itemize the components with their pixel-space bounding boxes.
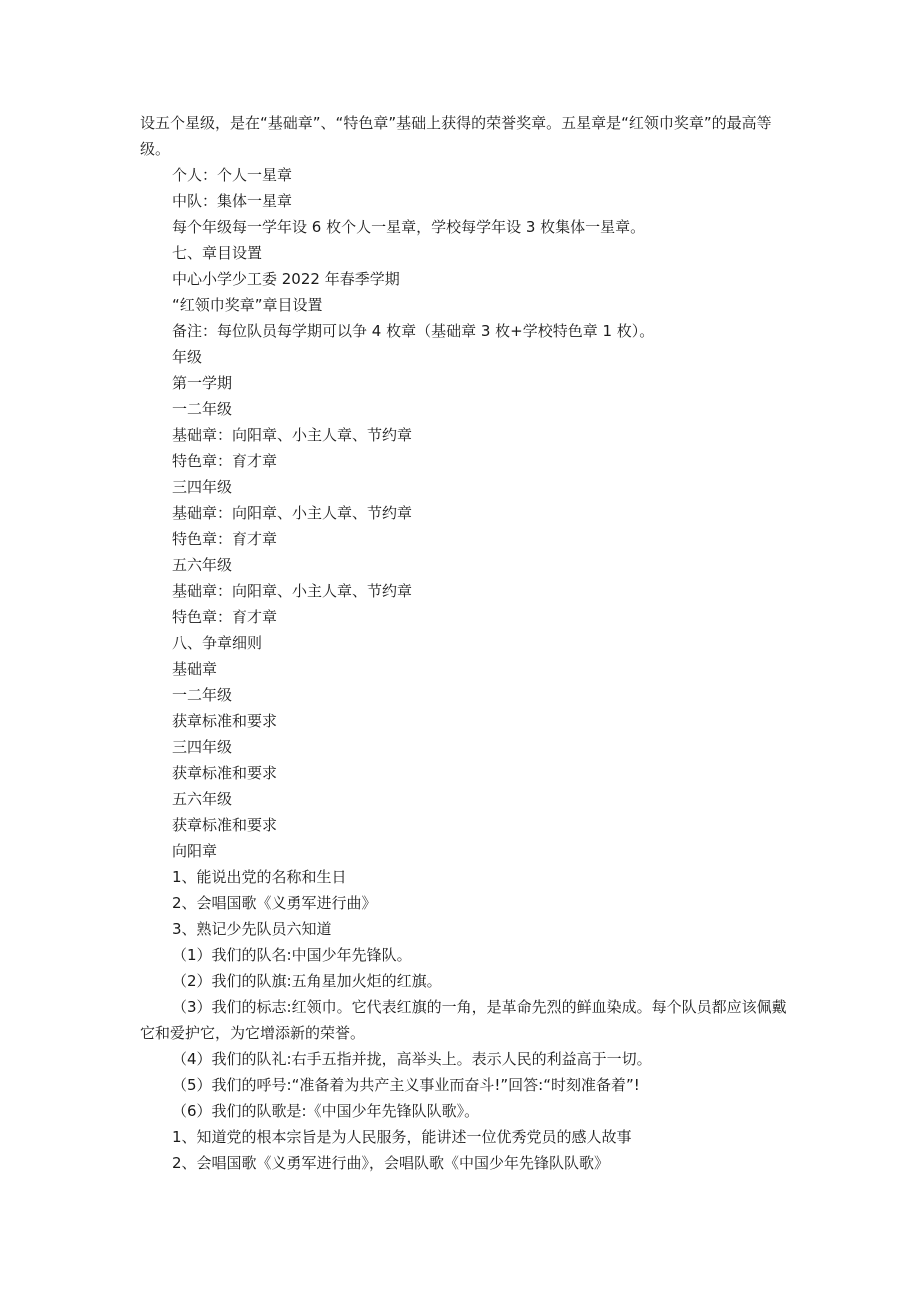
list-item: （1）我们的队名:中国少年先锋队。: [172, 946, 412, 964]
paragraph: 中心小学少工委 2022 年春季学期: [172, 270, 400, 288]
list-item: （4）我们的队礼:右手五指并拢，高举头上。表示人民的利益高于一切。: [172, 1050, 652, 1068]
paragraph: 基础章: [172, 660, 218, 678]
paragraph: 五六年级: [172, 790, 233, 808]
list-item: 2、会唱国歌《义勇军进行曲》，会唱队歌《中国少年先锋队队歌》: [172, 1154, 610, 1172]
paragraph: 三四年级: [172, 478, 233, 496]
paragraph: 设五个星级，是在“基础章”、“特色章”基础上获得的荣誉奖章。五星章是“红领巾奖章”的最高等级。: [140, 114, 772, 158]
paragraph: 个人：个人一星章: [172, 166, 293, 184]
paragraph: 每个年级每一学年设 6 枚个人一星章，学校每学年设 3 枚集体一星章。: [172, 218, 646, 236]
paragraph: 基础章：向阳章、小主人章、节约章: [172, 582, 413, 600]
paragraph: 三四年级: [172, 738, 233, 756]
paragraph: “红领巾奖章”章目设置: [172, 296, 323, 314]
list-item: （5）我们的呼号:“准备着为共产主义事业而奋斗!”回答:“时刻准备着”!: [172, 1076, 640, 1094]
list-item: 1、能说出党的名称和生日: [172, 868, 347, 886]
paragraph: 向阳章: [172, 842, 218, 860]
list-item: 1、知道党的根本宗旨是为人民服务，能讲述一位优秀党员的感人故事: [172, 1128, 632, 1146]
list-item: （6）我们的队歌是:《中国少年先锋队队歌》。: [172, 1102, 480, 1120]
list-item: （2）我们的队旗:五角星加火炬的红旗。: [172, 972, 442, 990]
paragraph: 一二年级: [172, 400, 233, 418]
section-heading: 七、章目设置: [172, 244, 263, 262]
paragraph: 第一学期: [172, 374, 233, 392]
paragraph: 年级: [172, 348, 203, 366]
paragraph: 基础章：向阳章、小主人章、节约章: [172, 504, 413, 522]
document-body: [140, 110, 790, 1176]
section-heading: 八、争章细则: [172, 634, 263, 652]
list-item: 2、会唱国歌《义勇军进行曲》: [172, 894, 377, 912]
list-item: （3）我们的标志:红领巾。它代表红旗的一角，是革命先烈的鲜血染成。每个队员都应该佩戴它和爱护它，为它增添新的荣誉。: [140, 998, 787, 1042]
paragraph: 获章标准和要求: [172, 712, 278, 730]
paragraph: 获章标准和要求: [172, 816, 278, 834]
paragraph: 基础章：向阳章、小主人章、节约章: [172, 426, 413, 444]
paragraph: 备注：每位队员每学期可以争 4 枚章（基础章 3 枚+学校特色章 1 枚）。: [172, 322, 655, 340]
paragraph: 一二年级: [172, 686, 233, 704]
paragraph: 特色章：育才章: [172, 530, 278, 548]
paragraph: 五六年级: [172, 556, 233, 574]
paragraph: 中队：集体一星章: [172, 192, 293, 210]
list-item: 3、熟记少先队员六知道: [172, 920, 332, 938]
paragraph: 特色章：育才章: [172, 608, 278, 626]
paragraph: 特色章：育才章: [172, 452, 278, 470]
paragraph: 获章标准和要求: [172, 764, 278, 782]
